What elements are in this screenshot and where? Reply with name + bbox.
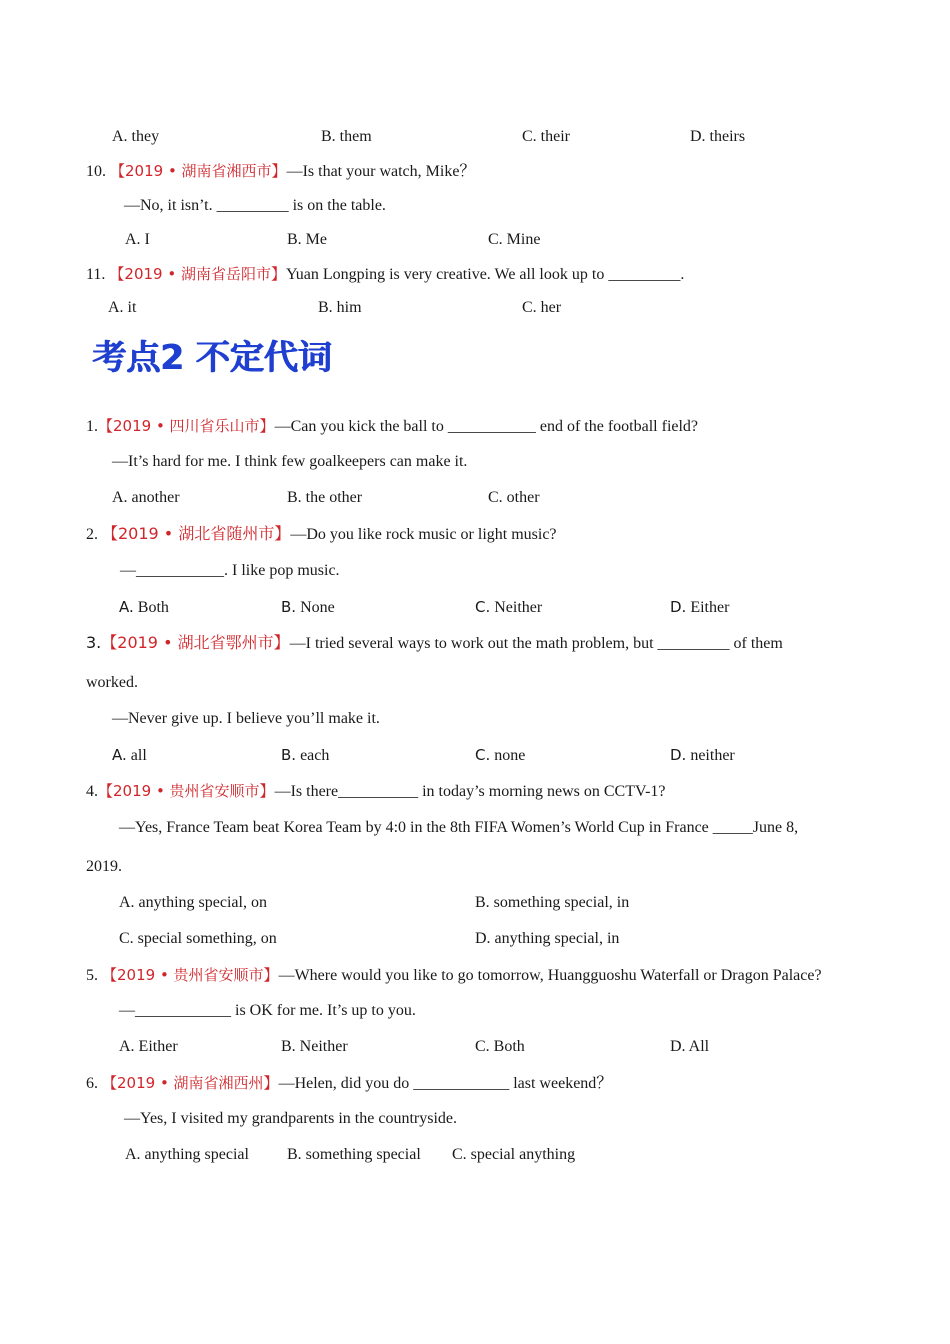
option-text: None <box>300 599 335 616</box>
option-b: B. something special <box>287 1146 421 1163</box>
question-stem: —Can you kick the ball to ___________ end of the football field? <box>274 418 699 435</box>
question-reply: —It’s hard for me. I think few goalkeepers can make it. <box>112 453 468 470</box>
option-c <box>475 745 525 766</box>
question-number: 1. <box>86 418 98 435</box>
option-a: A. they <box>112 128 160 145</box>
question-11 <box>86 264 684 285</box>
question-2 <box>86 524 557 545</box>
option-letter: B. <box>281 746 297 764</box>
option-text: Neither <box>494 599 543 616</box>
question-source: 【2019 • 贵州省安顺市】 <box>98 782 275 800</box>
option-letter: D. <box>670 598 687 616</box>
option-c: C. special anything <box>452 1146 576 1163</box>
option-letter: A. <box>112 746 127 764</box>
option-c: C. their <box>522 128 570 145</box>
question-3 <box>86 633 783 654</box>
question-stem: Yuan Longping is very creative. We all look up to _________. <box>285 266 685 283</box>
question-stem-continued: worked. <box>86 674 138 691</box>
question-number: 10. <box>86 163 106 180</box>
question-source: 【2019 • 湖南省湘西州】 <box>102 1074 279 1092</box>
option-text: none <box>494 747 526 764</box>
question-number: 3. <box>86 633 102 652</box>
question-reply: —Yes, I visited my grandparents in the countryside. <box>124 1110 457 1127</box>
option-b: B. Neither <box>281 1038 348 1055</box>
option-letter: D. <box>670 746 687 764</box>
question-reply: —___________. I like pop music. <box>120 562 340 579</box>
section-heading: 考点2 不定代词 <box>92 338 332 378</box>
option-letter: B. <box>281 598 297 616</box>
option-c <box>475 597 542 618</box>
option-d: D. anything special, in <box>475 930 620 947</box>
option-letter: A. <box>119 598 134 616</box>
option-b: B. something special, in <box>475 894 630 911</box>
question-stem: —Is that your watch, Mike？ <box>286 163 476 180</box>
option-text: Either <box>690 599 730 616</box>
question-stem: —Is there__________ in today’s morning news on CCTV-1? <box>274 783 666 800</box>
option-b: B. them <box>321 128 372 145</box>
question-6 <box>86 1073 612 1094</box>
option-text: each <box>300 747 330 764</box>
option-a <box>112 745 147 766</box>
question-reply-continued: 2019. <box>86 858 122 875</box>
question-stem: —Helen, did you do ____________ last weekend？ <box>278 1075 613 1092</box>
question-reply: —Yes, France Team beat Korea Team by 4:0 in the 8th FIFA Women’s World Cup in France _____June 8, <box>119 819 799 836</box>
question-reply: —Never give up. I believe you’ll make it. <box>112 710 380 727</box>
option-letter: C. <box>475 746 491 764</box>
question-1 <box>86 416 698 437</box>
option-b <box>281 597 335 618</box>
option-b: B. him <box>318 299 362 316</box>
question-number: 2. <box>86 526 98 543</box>
option-letter: C. <box>475 598 491 616</box>
question-reply: —____________ is OK for me. It’s up to you. <box>119 1002 416 1019</box>
option-c: C. Both <box>475 1038 525 1055</box>
option-d <box>670 745 735 766</box>
option-b <box>281 745 329 766</box>
question-source: 【2019 • 湖南省湘西市】 <box>110 162 287 180</box>
question-number: 11. <box>86 266 106 283</box>
question-source: 【2019 • 四川省乐山市】 <box>98 417 275 435</box>
option-d: D. All <box>670 1038 710 1055</box>
question-stem: —Where would you like to go tomorrow, Huangguoshu Waterfall or Dragon Palace? <box>278 967 822 984</box>
option-a: A. I <box>125 231 150 248</box>
option-a <box>119 597 169 618</box>
question-5 <box>86 965 822 986</box>
option-a: A. another <box>112 489 180 506</box>
option-a: A. anything special, on <box>119 894 267 911</box>
question-number: 6. <box>86 1075 98 1092</box>
option-b: B. Me <box>287 231 327 248</box>
question-source: 【2019 • 湖北省鄂州市】 <box>101 633 290 652</box>
option-c: C. her <box>522 299 562 316</box>
question-reply: —No, it isn’t. _________ is on the table. <box>124 197 386 214</box>
question-10 <box>86 161 475 182</box>
option-b: B. the other <box>287 489 363 506</box>
option-c: C. special something, on <box>119 930 277 947</box>
question-stem: —Do you like rock music or light music? <box>290 526 557 543</box>
question-source: 【2019 • 湖南省岳阳市】 <box>109 265 286 283</box>
option-c: C. Mine <box>488 231 541 248</box>
question-stem: —I tried several ways to work out the math problem, but _________ of them <box>289 635 783 652</box>
option-a: A. anything special <box>125 1146 249 1163</box>
option-a: A. it <box>108 299 137 316</box>
option-d: D. theirs <box>690 128 746 145</box>
option-c: C. other <box>488 489 540 506</box>
option-d <box>670 597 729 618</box>
question-source: 【2019 • 湖北省随州市】 <box>102 524 291 543</box>
option-text: Both <box>137 599 169 616</box>
question-source: 【2019 • 贵州省安顺市】 <box>102 966 279 984</box>
question-number: 5. <box>86 967 98 984</box>
option-a: A. Either <box>119 1038 178 1055</box>
question-4 <box>86 781 666 802</box>
option-text: neither <box>690 747 735 764</box>
option-text: all <box>130 747 147 764</box>
question-number: 4. <box>86 783 98 800</box>
